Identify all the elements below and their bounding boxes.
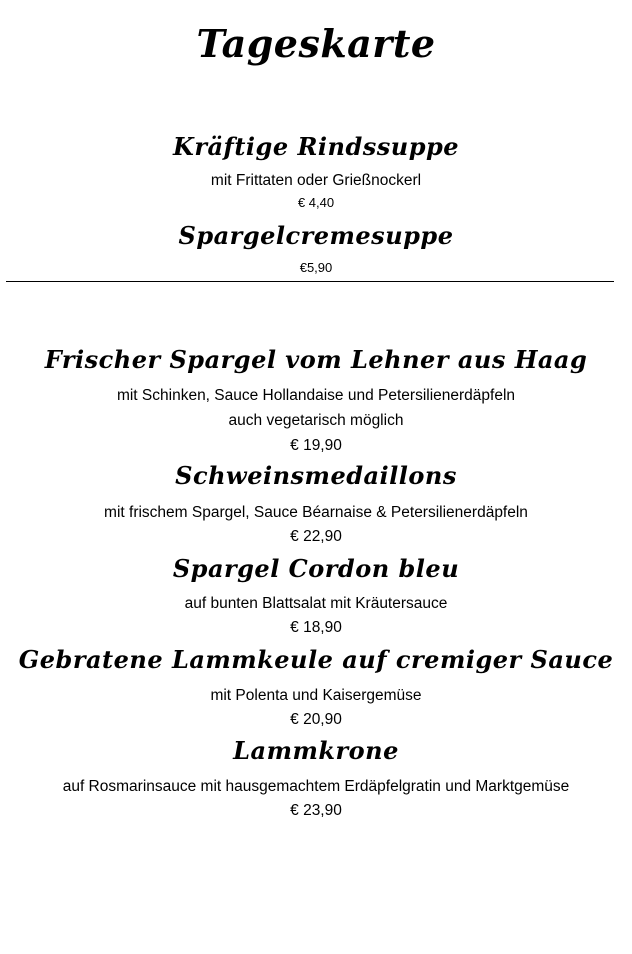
section-divider [6, 281, 614, 282]
main-note-spargel-lehner: auch vegetarisch möglich [228, 412, 404, 429]
main-description-spargel-lehner: mit Schinken, Sauce Hollandaise und Petersilienerdäpfeln [116, 387, 516, 404]
soup-price-rindssuppe: € 4,40 [297, 195, 335, 210]
main-price-lammkeule: € 20,90 [290, 711, 342, 728]
main-title-lammkeule: Gebratene Lammkeule auf cremiger Sauce [18, 645, 614, 674]
main-description-cordon-bleu: auf bunten Blattsalat mit Kräutersauce [184, 595, 448, 612]
main-price-cordon-bleu: € 18,90 [290, 619, 342, 636]
main-title-lammkrone: Lammkrone [233, 736, 399, 765]
soup-price-spargelcremesuppe: €5,90 [299, 260, 333, 275]
main-price-lammkrone: € 23,90 [290, 802, 342, 819]
main-price-schweinsmedaillons: € 22,90 [290, 528, 342, 545]
main-description-lammkrone: auf Rosmarinsauce mit hausgemachtem Erdäpfelgratin und Marktgemüse [62, 778, 570, 795]
soup-title-rindssuppe: Kräftige Rindssuppe [172, 132, 460, 161]
main-title-spargel-lehner: Frischer Spargel vom Lehner aus Haag [44, 345, 588, 374]
page-title: Tageskarte [196, 21, 436, 66]
main-description-lammkeule: mit Polenta und Kaisergemüse [210, 687, 422, 704]
main-description-schweinsmedaillons: mit frischem Spargel, Sauce Béarnaise & Petersilienerdäpfeln [104, 504, 528, 521]
main-title-schweinsmedaillons: Schweinsmedaillons [175, 461, 457, 490]
main-title-cordon-bleu: Spargel Cordon bleu [172, 554, 460, 583]
main-price-spargel-lehner: € 19,90 [290, 437, 342, 454]
soup-title-spargelcremesuppe: Spargelcremesuppe [178, 221, 454, 250]
soup-description-rindssuppe: mit Frittaten oder Grießnockerl [210, 172, 422, 189]
